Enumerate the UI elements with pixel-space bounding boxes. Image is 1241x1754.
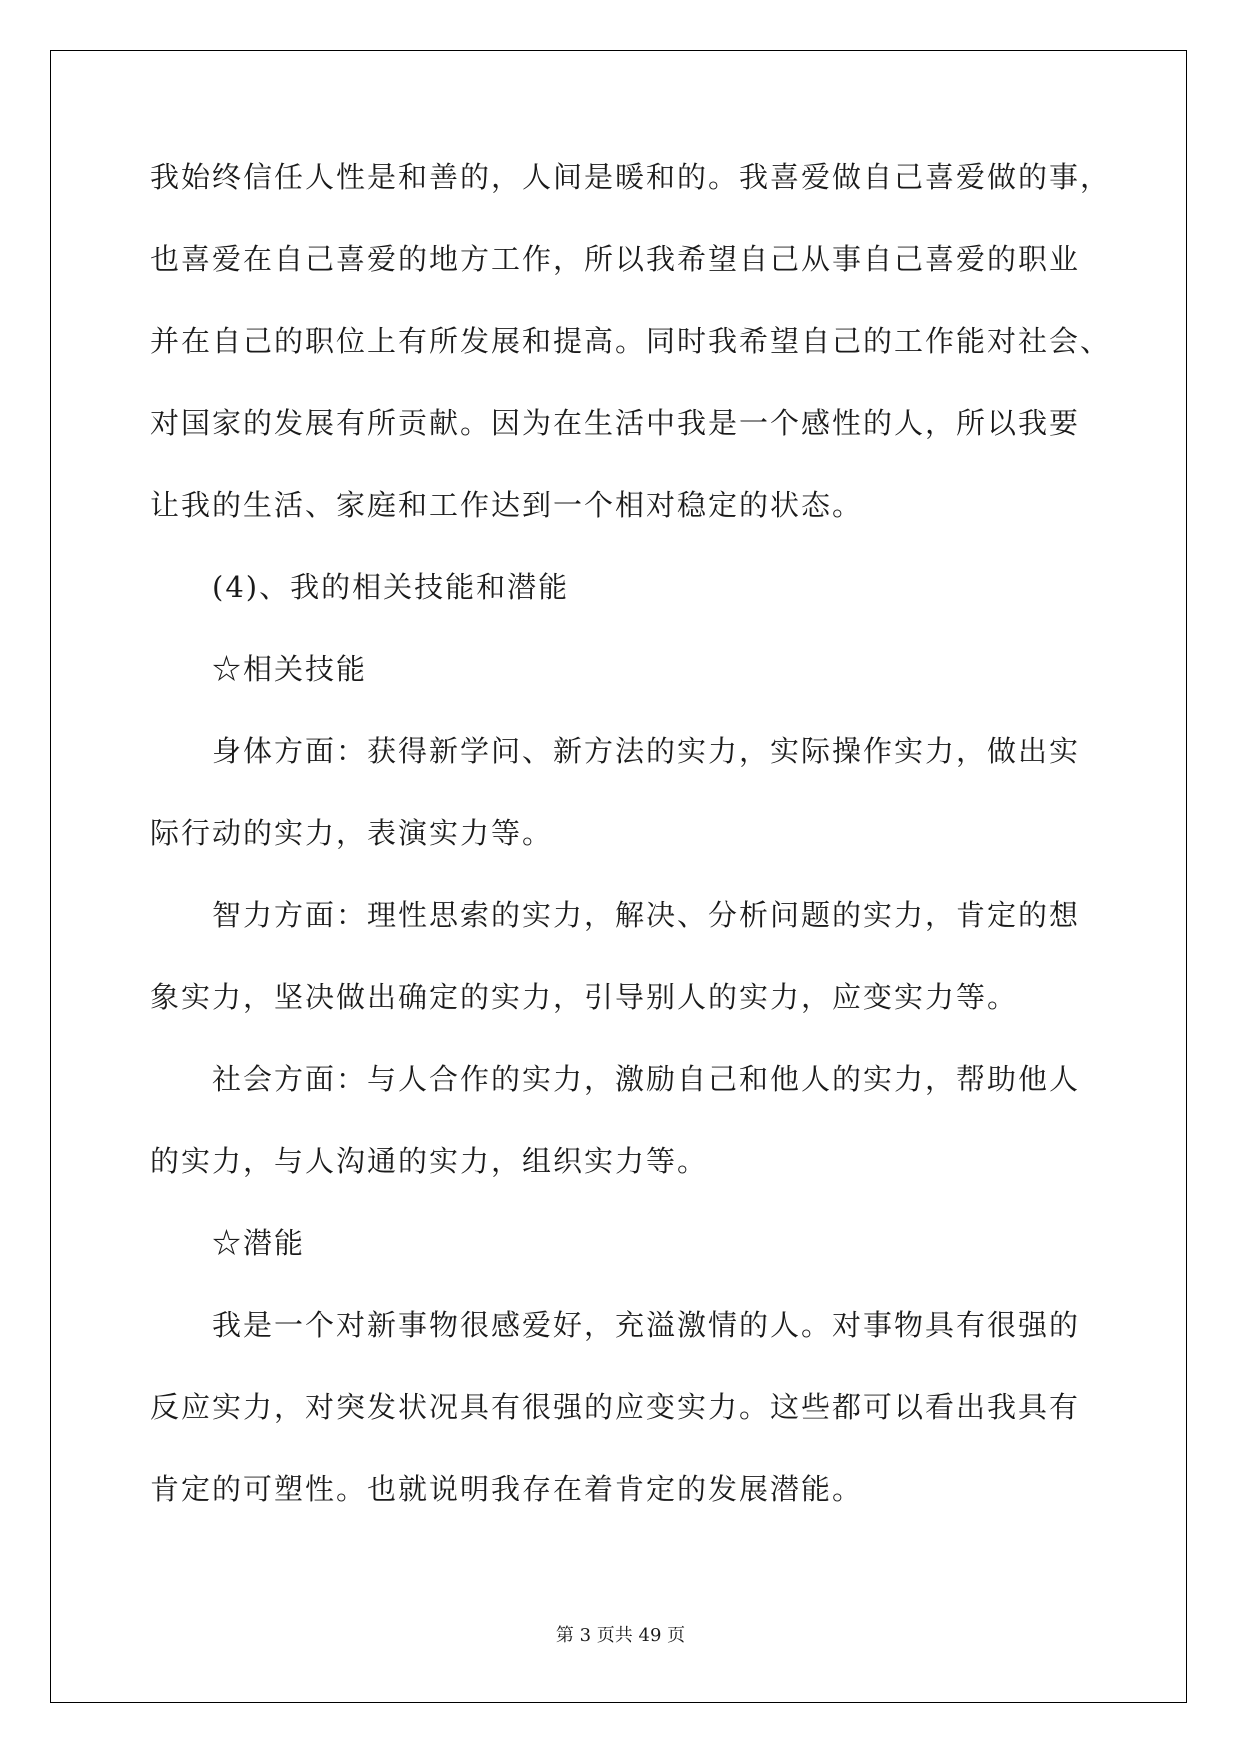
text-line: 我是一个对新事物很感爱好，充溢激情的人。对事物具有很强的 bbox=[212, 1308, 1081, 1342]
text-line: ☆相关技能 bbox=[212, 652, 368, 686]
page-number: 第 3 页 bbox=[555, 1625, 615, 1646]
text-line: 也喜爱在自己喜爱的地方工作，所以我希望自己从事自己喜爱的职业 bbox=[150, 242, 1081, 276]
text-line: 对国家的发展有所贡献。因为在生活中我是一个感性的人，所以我要 bbox=[150, 406, 1081, 440]
text-line: ☆潜能 bbox=[212, 1226, 306, 1260]
text-line: 反应实力，对突发状况具有很强的应变实力。这些都可以看出我具有 bbox=[150, 1390, 1081, 1424]
text-line: 际行动的实力，表演实力等。 bbox=[150, 816, 554, 850]
document-body bbox=[150, 136, 1110, 1530]
text-line: 象实力，坚决做出确定的实力，引导别人的实力，应变实力等。 bbox=[150, 980, 1019, 1014]
page-total: 共 49 页 bbox=[614, 1625, 686, 1646]
page-footer bbox=[0, 1621, 1241, 1647]
text-line: (4)、我的相关技能和潜能 bbox=[212, 570, 570, 604]
text-line: 身体方面：获得新学问、新方法的实力，实际操作实力，做出实 bbox=[212, 734, 1081, 768]
text-line: 我始终信任人性是和善的，人间是暖和的。我喜爱做自己喜爱做的事， bbox=[150, 160, 1112, 194]
text-line: 的实力，与人沟通的实力，组织实力等。 bbox=[150, 1144, 709, 1178]
text-line: 智力方面：理性思索的实力，解决、分析问题的实力，肯定的想 bbox=[212, 898, 1081, 932]
text-line: 肯定的可塑性。也就说明我存在着肯定的发展潜能。 bbox=[150, 1472, 864, 1506]
text-line: 并在自己的职位上有所发展和提高。同时我希望自己的工作能对社会、 bbox=[150, 324, 1112, 358]
text-line: 社会方面：与人合作的实力，激励自己和他人的实力，帮助他人 bbox=[212, 1062, 1081, 1096]
text-line: 让我的生活、家庭和工作达到一个相对稳定的状态。 bbox=[150, 488, 864, 522]
